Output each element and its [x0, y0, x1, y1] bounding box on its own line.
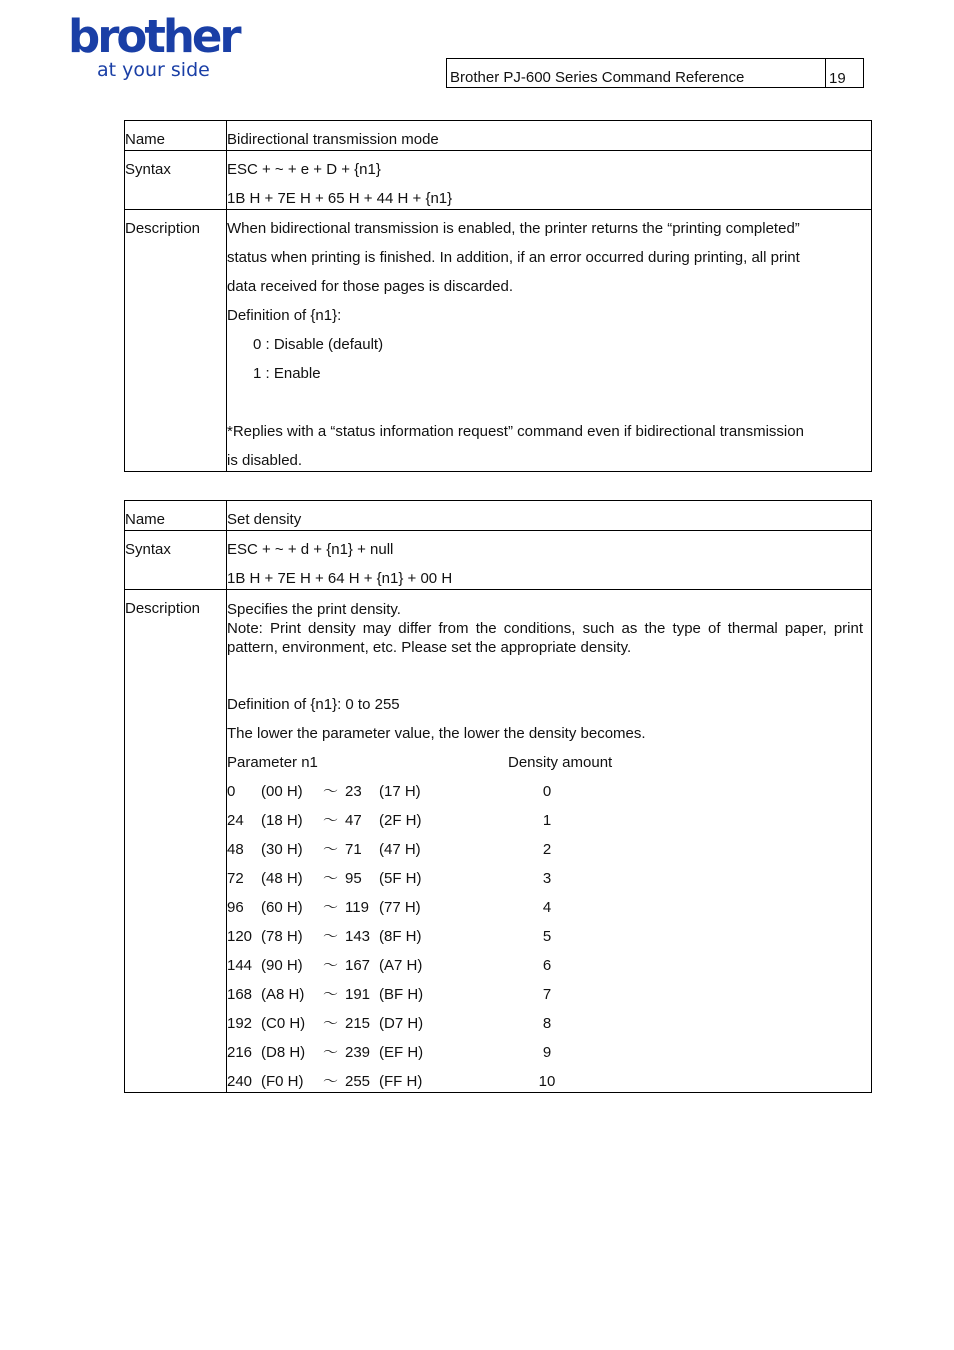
description-label: Description	[125, 600, 201, 617]
density-explanation: The lower the parameter value, the lower the density becomes.	[227, 725, 646, 742]
param-from: 120	[227, 928, 253, 945]
name-label: Name	[125, 131, 166, 148]
param-from-hex: (90 H)	[261, 957, 303, 974]
range-tilde: ～	[323, 986, 339, 1003]
range-tilde: ～	[323, 957, 339, 974]
name-row	[125, 501, 872, 531]
param-from: 192	[227, 1015, 253, 1032]
description-line: When bidirectional transmission is enabled, the printer returns the “printing completed”	[227, 220, 800, 237]
density-table-row	[227, 1005, 871, 1034]
density-column-header: Density amount	[508, 754, 613, 771]
range-tilde: ～	[323, 841, 339, 858]
brother-logo	[68, 10, 239, 90]
syntax-row	[125, 151, 872, 210]
note-line: *Replies with a “status information request” command even if bidirectional transmission	[227, 423, 804, 440]
param-to-hex: (5F H)	[379, 870, 422, 887]
command-table-bidirectional	[124, 120, 872, 472]
density-table-row	[227, 802, 871, 831]
range-tilde: ～	[323, 899, 339, 916]
description-line: status when printing is finished. In addition, if an error occurred during printing, all print	[227, 249, 800, 266]
param-from-hex: (C0 H)	[261, 1015, 306, 1032]
param-to: 47	[345, 812, 362, 829]
param-to-hex: (8F H)	[379, 928, 422, 945]
param-to: 255	[345, 1073, 371, 1090]
syntax-row	[125, 531, 872, 590]
page-header-box	[446, 58, 864, 88]
param-to: 143	[345, 928, 371, 945]
density-table-header	[227, 744, 871, 773]
param-from-hex: (F0 H)	[261, 1073, 304, 1090]
param-from: 144	[227, 957, 253, 974]
option-enable: 1 : Enable	[253, 365, 321, 382]
param-to: 95	[345, 870, 362, 887]
logo-wordmark: brother	[68, 10, 239, 63]
range-tilde: ～	[323, 1015, 339, 1032]
param-to-hex: (BF H)	[379, 986, 424, 1003]
param-to-hex: (47 H)	[379, 841, 421, 858]
density-value: 0	[542, 783, 552, 800]
param-to-hex: (FF H)	[379, 1073, 423, 1090]
param-from: 24	[227, 812, 244, 829]
param-to: 23	[345, 783, 362, 800]
param-to-hex: (A7 H)	[379, 957, 423, 974]
syntax-ascii: ESC + ~ + e + D + {n1}	[227, 161, 381, 178]
param-from-hex: (00 H)	[261, 783, 303, 800]
param-from: 216	[227, 1044, 253, 1061]
density-table-row	[227, 1034, 871, 1063]
command-table-density	[124, 500, 872, 1093]
param-to-hex: (77 H)	[379, 899, 421, 916]
syntax-ascii: ESC + ~ + d + {n1} + null	[227, 541, 394, 558]
density-value: 4	[542, 899, 552, 916]
range-tilde: ～	[323, 1044, 339, 1061]
param-from: 168	[227, 986, 253, 1003]
param-from-hex: (60 H)	[261, 899, 303, 916]
density-table-row	[227, 860, 871, 889]
density-value: 5	[542, 928, 552, 945]
option-disable: 0 : Disable (default)	[253, 336, 384, 353]
param-from: 240	[227, 1073, 253, 1090]
description-row	[125, 590, 872, 1093]
density-value: 2	[542, 841, 552, 858]
density-table-body	[227, 773, 871, 1092]
param-to-hex: (17 H)	[379, 783, 421, 800]
density-value: 10	[538, 1073, 556, 1090]
density-value: 3	[542, 870, 552, 887]
density-value: 7	[542, 986, 552, 1003]
param-column-header: Parameter n1	[227, 754, 318, 771]
definition-heading: Definition of {n1}: 0 to 255	[227, 696, 400, 713]
document-title: Brother PJ-600 Series Command Reference	[450, 69, 745, 86]
param-from: 96	[227, 899, 244, 916]
density-value: 6	[542, 957, 552, 974]
range-tilde: ～	[323, 812, 339, 829]
param-to: 191	[345, 986, 371, 1003]
spacer	[227, 657, 871, 686]
description-text: Specifies the print density.	[227, 601, 401, 618]
description-row	[125, 210, 872, 472]
param-from-hex: (A8 H)	[261, 986, 305, 1003]
blank-line	[227, 384, 871, 413]
name-label: Name	[125, 511, 166, 528]
param-from-hex: (D8 H)	[261, 1044, 306, 1061]
density-table-row	[227, 831, 871, 860]
param-to: 239	[345, 1044, 371, 1061]
density-value: 1	[542, 812, 552, 829]
range-tilde: ～	[323, 928, 339, 945]
density-value: 8	[542, 1015, 552, 1032]
param-from-hex: (18 H)	[261, 812, 303, 829]
param-from-hex: (78 H)	[261, 928, 303, 945]
name-row	[125, 121, 872, 151]
param-to: 167	[345, 957, 371, 974]
range-tilde: ～	[323, 783, 339, 800]
param-from-hex: (30 H)	[261, 841, 303, 858]
param-from: 0	[227, 783, 236, 800]
range-tilde: ～	[323, 870, 339, 887]
param-to-hex: (EF H)	[379, 1044, 424, 1061]
description-label: Description	[125, 220, 201, 237]
description-note: Note: Print density may differ from the conditions, such as the type of thermal paper, print pattern, environment, etc. Please set the appropriate density.	[227, 620, 863, 656]
description-line: data received for those pages is discarded.	[227, 278, 514, 295]
syntax-label: Syntax	[125, 541, 171, 558]
syntax-hex: 1B H + 7E H + 65 H + 44 H + {n1}	[227, 190, 453, 207]
density-table-row	[227, 773, 871, 802]
param-to: 71	[345, 841, 362, 858]
density-value: 9	[542, 1044, 552, 1061]
density-table-row	[227, 976, 871, 1005]
definition-heading: Definition of {n1}:	[227, 307, 342, 324]
command-name: Set density	[227, 511, 302, 528]
range-tilde: ～	[323, 1073, 339, 1090]
param-from: 72	[227, 870, 244, 887]
density-table-row	[227, 918, 871, 947]
param-to-hex: (D7 H)	[379, 1015, 424, 1032]
density-table-row	[227, 947, 871, 976]
param-to: 119	[345, 899, 369, 916]
density-table-row	[227, 889, 871, 918]
syntax-hex: 1B H + 7E H + 64 H + {n1} + 00 H	[227, 570, 453, 587]
param-from-hex: (48 H)	[261, 870, 303, 887]
syntax-label: Syntax	[125, 161, 171, 178]
logo-tagline: at your side	[97, 59, 210, 81]
command-name: Bidirectional transmission mode	[227, 131, 439, 148]
param-to-hex: (2F H)	[379, 812, 422, 829]
page-number: 19	[825, 59, 863, 87]
param-to: 215	[345, 1015, 371, 1032]
density-table-row	[227, 1063, 871, 1092]
param-from: 48	[227, 841, 244, 858]
note-line: is disabled.	[227, 452, 303, 469]
